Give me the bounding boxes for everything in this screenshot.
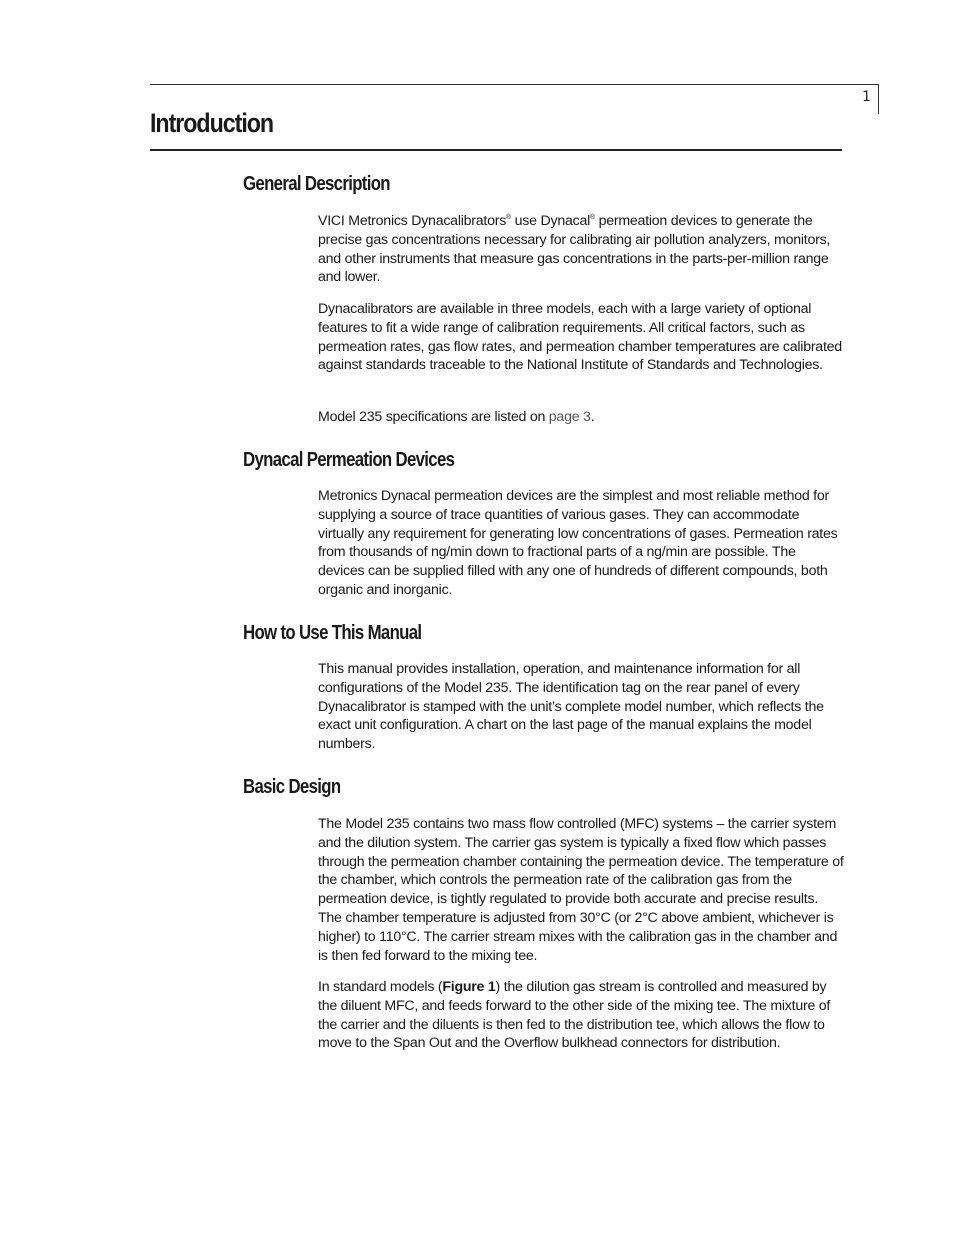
chapter-title: Introduction (150, 108, 274, 138)
header-rule (150, 84, 879, 85)
basic-design-paragraph-2 (318, 978, 844, 1053)
basic-design-paragraph-1: The Model 235 contains two mass flow controlled (MFC) systems – the carrier system and the dilution system. The carrier gas system is typically a fixed flow which passes through the permeation chamber containing the permeation device. The temperature of the chamber, which controls the permeation rate of the calibration gas from the permeation device, is tightly regulated to provide both accurate and precise results. The chamber temperature is adjusted from 30°C (or 2°C above ambient, whichever is higher) to 110°C. The carrier stream mixes with the calibration gas in the chamber and is then fed forward to the mixing tee. (318, 816, 844, 964)
section-heading-dynacal-permeation-devices: Dynacal Permeation Devices (243, 449, 455, 471)
section-heading-basic-design: Basic Design (243, 776, 341, 798)
page-3-link[interactable]: page 3 (548, 409, 591, 425)
figure-1-reference: Figure 1 (442, 979, 496, 995)
registered-mark: ® (506, 214, 511, 221)
section-heading-general-description: General Description (243, 173, 390, 195)
text-run: Model 235 specifications are listed on (318, 409, 549, 425)
general-description-paragraph-1 (318, 212, 844, 287)
registered-mark: ® (589, 214, 595, 221)
text-run: In standard models ( (318, 979, 443, 995)
page-number: 1 (862, 89, 871, 105)
text-run: permeation devices to generate the precise gas concentrations necessary for calibrating air pollution analyzers, monitors, and other instruments that measure gas concentrations in the parts-per-million range and lower. (318, 213, 831, 286)
text-run: use Dynacal (510, 213, 590, 229)
text-run: . (590, 409, 595, 425)
general-description-paragraph-2: Dynacalibrators are available in three models, each with a large variety of optional features to fit a wide range of calibration requirements. All critical factors, such as permeation rates, gas flow rates, and permeation chamber temperatures are calibrated against standards traceable to the National Institute of Standards and Technologies. (318, 301, 842, 374)
section-heading-how-to-use-this-manual: How to Use This Manual (243, 622, 422, 644)
page-corner-tick (878, 84, 879, 114)
text-run: ) the dilution gas stream is controlled and measured by the diluent MFC, and feeds forward to the other side of the mixing tee. The mixture of the carrier and the diluents is then fed to the distribution tee, which allows the flow to move to the Span Out and the Overflow bulkhead connectors for distribution. (318, 979, 831, 1052)
permeation-devices-paragraph: Metronics Dynacal permeation devices are the simplest and most reliable method for supplying a source of trace quantities of various gases. They can accommodate virtually any requirement for generating low concentrations of gases. Permeation rates from thousands of ng/min down to fractional parts of a ng/min are possible. The devices can be supplied filled with any one of hundreds of different compounds, both organic and inorganic. (318, 488, 838, 598)
how-to-use-paragraph: This manual provides installation, operation, and maintenance information for all configurations of the Model 235. The identification tag on the rear panel of every Dynacalibrator is stamped with the unit’s complete model number, which reflects the exact unit configuration. A chart on the last page of the manual explains the model numbers. (318, 661, 824, 753)
text-run: VICI Metronics Dynacalibrators (318, 213, 507, 229)
title-rule (150, 149, 842, 151)
general-description-paragraph-3 (318, 408, 844, 427)
